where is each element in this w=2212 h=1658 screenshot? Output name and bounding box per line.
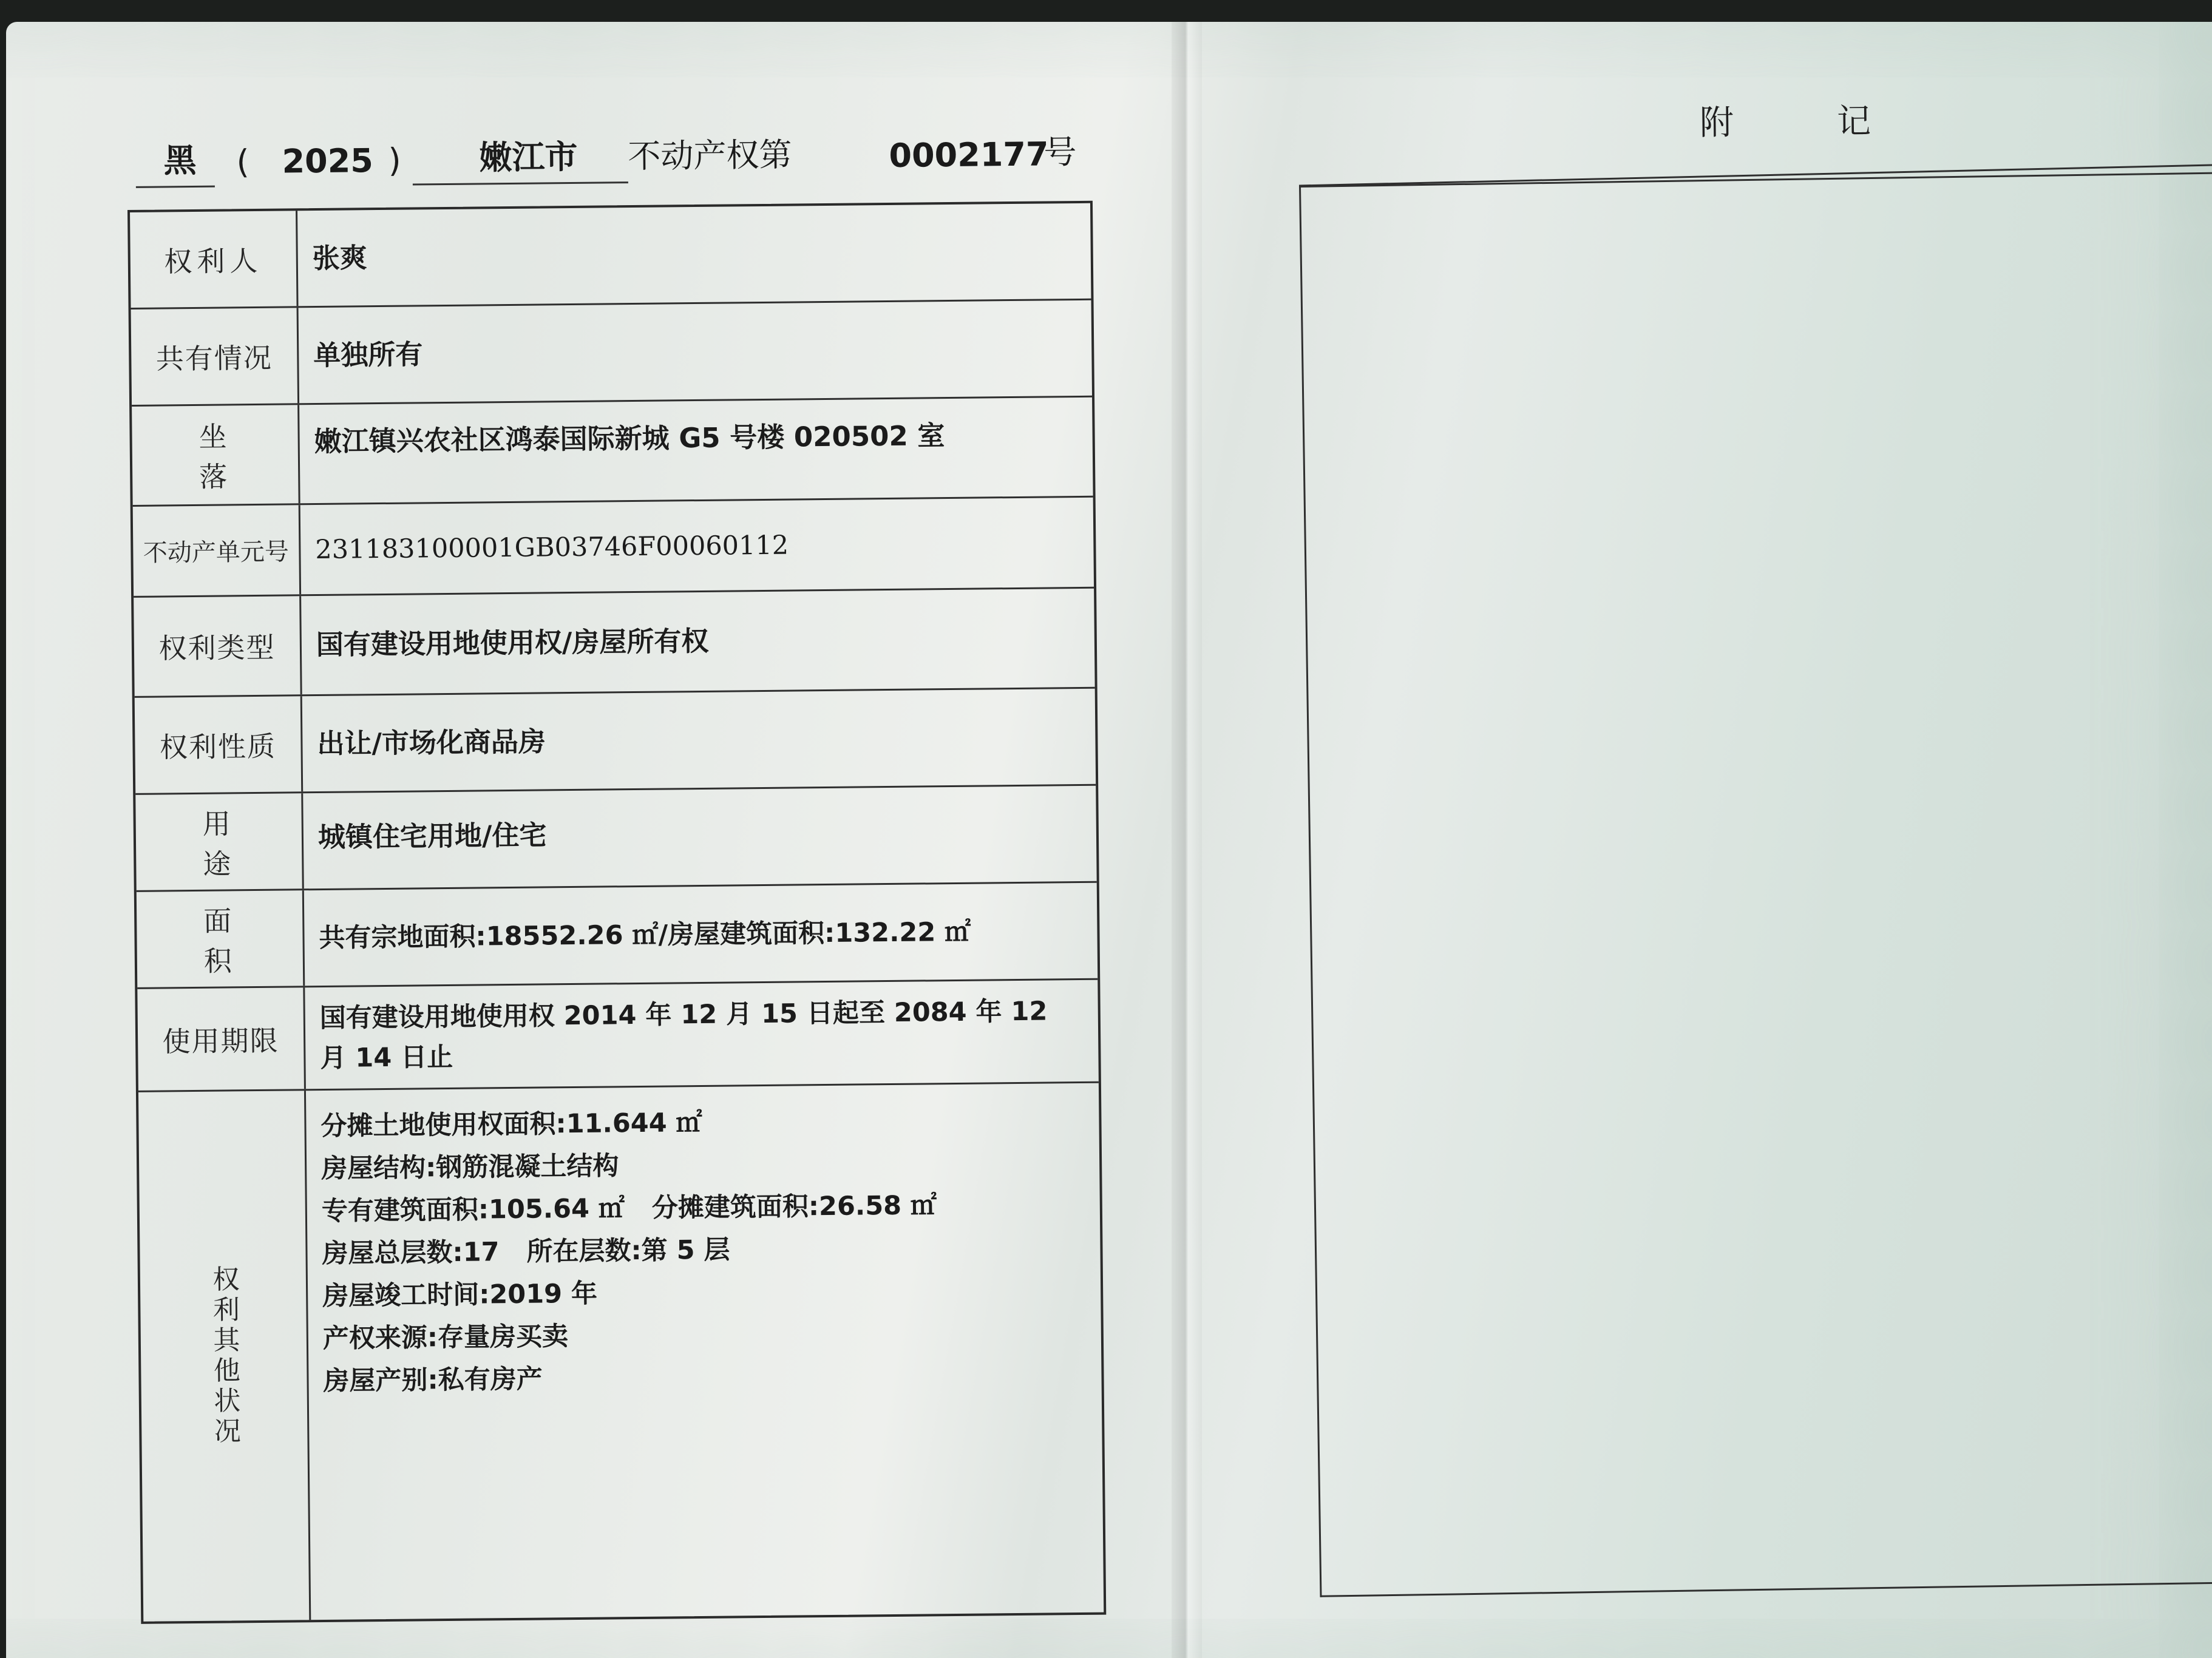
other-line-source: 产权来源:存量房买卖 [322, 1321, 569, 1354]
header-city: 嫩江市 [479, 137, 578, 177]
header-paren-close: ) [388, 141, 401, 180]
row-label-usage: 用途 [135, 793, 304, 890]
table-row-term [137, 980, 1099, 1092]
row-value-term: 国有建设用地使用权 2014 年 12 月 15 日起至 2084 年 12 月 14 日止 [319, 996, 1048, 1074]
table-row-right-type [134, 589, 1095, 698]
table-row-co-ownership [131, 300, 1092, 407]
other-line-category: 房屋产别:私有房产 [323, 1364, 543, 1396]
row-label-right-nature: 权利性质 [135, 696, 303, 793]
row-value-right-type: 国有建设用地使用权/房屋所有权 [316, 624, 709, 662]
row-label-owner: 权利人 [130, 211, 298, 308]
row-value-area: 共有宗地面积:18552.26 ㎡/房屋建筑面积:132.22 ㎡ [319, 916, 971, 953]
other-line-structure: 房屋结构:钢筋混凝土结构 [321, 1151, 619, 1185]
other-line-completion: 房屋竣工时间:2019 年 [322, 1278, 598, 1311]
registration-table [127, 201, 1106, 1624]
other-line-floors: 房屋总层数:17 所在层数:第 5 层 [322, 1234, 730, 1270]
row-label-area: 面积 [137, 890, 305, 987]
header-year: 2025 [282, 141, 374, 181]
row-label-co-ownership: 共有情况 [131, 308, 299, 405]
row-value-owner: 张爽 [312, 241, 368, 274]
registration-page [6, 22, 1178, 1658]
table-row-other-status [138, 1083, 1104, 1622]
header-cert-label: 不动产权第 [628, 135, 792, 176]
row-value-other-status [321, 1083, 1091, 1620]
attachment-page [1196, 22, 2212, 1658]
other-line-building-area: 专有建筑面积:105.64 ㎡ 分摊建筑面积:26.58 ㎡ [321, 1190, 937, 1227]
other-status-label-text: 权利其他状况 [208, 1265, 241, 1447]
certificate-book [6, 22, 2212, 1658]
row-value-unit-number: 231183100001GB03746F00060112 [315, 530, 789, 565]
header-underline-province [136, 186, 215, 188]
header-underline-city [413, 181, 628, 185]
table-row-unit-number [133, 498, 1094, 598]
row-value-usage: 城镇住宅用地/住宅 [317, 819, 547, 854]
row-label-other-status [138, 1091, 311, 1622]
header-cert-suffix: 号 [1043, 132, 1077, 172]
table-row-area [137, 883, 1098, 989]
other-line-shared-land: 分摊土地使用权面积:11.644 ㎡ [321, 1107, 702, 1142]
row-label-term: 使用期限 [137, 987, 306, 1091]
table-row-usage [135, 786, 1096, 892]
header-province: 黑 [163, 141, 197, 180]
row-value-right-nature: 出让/市场化商品房 [317, 725, 546, 760]
row-label-location: 坐落 [132, 405, 300, 505]
row-label-right-type: 权利类型 [134, 596, 302, 696]
table-row-owner [130, 203, 1091, 310]
header-cert-number: 0002177 [889, 135, 1049, 175]
header-paren-open: ( [236, 143, 249, 181]
row-value-co-ownership: 单独所有 [313, 337, 423, 371]
attachment-title: 附记 [1699, 100, 1975, 143]
table-row-right-nature [135, 689, 1096, 795]
attachment-box [1299, 172, 2212, 1597]
attachment-header-line [1196, 22, 2212, 265]
row-value-location: 嫩江镇兴农社区鸿泰国际新城 G5 号楼 020502 室 [314, 419, 945, 458]
table-row-location [132, 398, 1093, 507]
certificate-header [127, 115, 1111, 192]
row-label-unit-number: 不动产单元号 [133, 505, 301, 596]
